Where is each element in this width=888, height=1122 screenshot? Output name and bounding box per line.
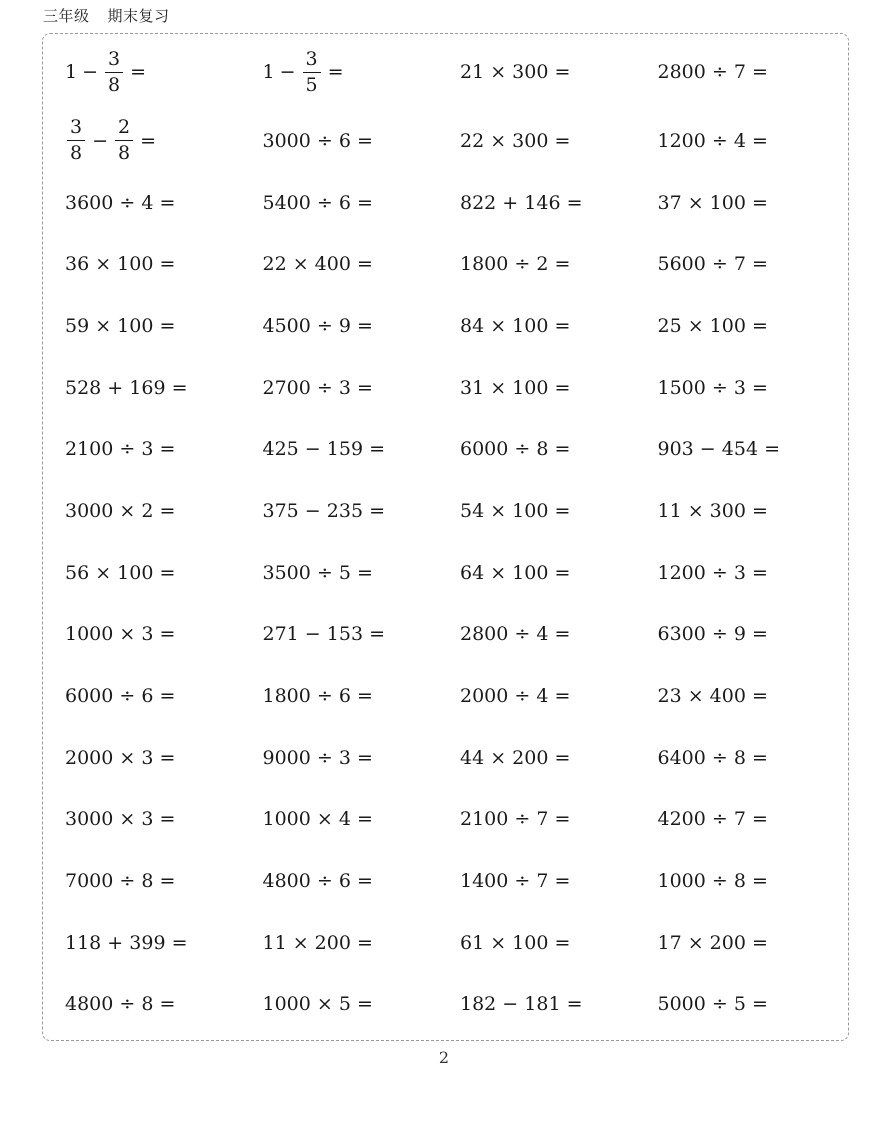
problem-text: 118 + 399 = (65, 931, 188, 954)
problem-text: 61 × 100 = (460, 931, 571, 954)
problem-row (65, 233, 855, 295)
problem-row (65, 912, 855, 974)
problem-text: 822 + 146 = (460, 191, 583, 214)
problem (65, 315, 263, 337)
problem-text: 6400 ÷ 8 = (657, 746, 768, 769)
problem-text: 56 × 100 = (65, 561, 176, 584)
problem-text: 59 × 100 = (65, 314, 176, 337)
problem-row (65, 789, 855, 851)
problem (658, 808, 856, 830)
problem-text: 5600 ÷ 7 = (657, 253, 768, 276)
problem-text: 36 × 100 = (65, 253, 176, 276)
problem (460, 993, 658, 1015)
problem-text: 528 + 169 = (65, 376, 188, 399)
problem (263, 500, 461, 522)
problem (460, 377, 658, 399)
problem-row (65, 850, 855, 912)
problem (658, 562, 856, 584)
problem (65, 253, 263, 275)
problem-text: 25 × 100 = (657, 314, 768, 337)
problem-text: 1200 ÷ 4 = (657, 129, 768, 152)
problem-row (65, 604, 855, 666)
problem (658, 932, 856, 954)
problem (65, 377, 263, 399)
problem-text: 54 × 100 = (460, 499, 571, 522)
problem-text: 4800 ÷ 8 = (65, 993, 176, 1016)
problem-text: 22 × 300 = (460, 129, 571, 152)
fraction-numerator: 3 (303, 50, 321, 73)
problem-text: 6300 ÷ 9 = (657, 623, 768, 646)
problem-text: 11 × 200 = (262, 931, 373, 954)
problem (460, 315, 658, 337)
problem-text: 23 × 400 = (657, 685, 768, 708)
fraction-numerator: 3 (67, 118, 85, 141)
problem-text: 9000 ÷ 3 = (262, 746, 373, 769)
problem (263, 377, 461, 399)
problem-text: 6000 ÷ 6 = (65, 685, 176, 708)
problem (263, 623, 461, 645)
problem (658, 685, 856, 707)
problem-text: 1400 ÷ 7 = (460, 870, 571, 893)
problem-text: 6000 ÷ 8 = (460, 438, 571, 461)
problem (658, 377, 856, 399)
problem (460, 253, 658, 275)
problem (263, 993, 461, 1015)
problem-text: 22 × 400 = (262, 253, 373, 276)
problem-text: 425 − 159 = (262, 438, 385, 461)
problem (263, 747, 461, 769)
fraction-numerator: 3 (105, 50, 123, 73)
problem (460, 438, 658, 460)
problem-text: 375 − 235 = (262, 499, 385, 522)
problem-text: 2700 ÷ 3 = (262, 376, 373, 399)
problem-row (65, 665, 855, 727)
header-title: 期末复习 (107, 7, 170, 25)
problem (263, 808, 461, 830)
problem (658, 623, 856, 645)
problem (658, 747, 856, 769)
problem-text: 37 × 100 = (657, 191, 768, 214)
problem-text: 11 × 300 = (657, 499, 768, 522)
problem-text: 1000 ÷ 8 = (657, 870, 768, 893)
problem (65, 685, 263, 707)
problem-text: 2100 ÷ 3 = (65, 438, 176, 461)
problem-row (65, 727, 855, 789)
equals-sign: = (130, 61, 147, 83)
problem (658, 130, 856, 152)
problem-text: 2100 ÷ 7 = (460, 808, 571, 831)
problem (460, 562, 658, 584)
problem-text: 4200 ÷ 7 = (657, 808, 768, 831)
problem (263, 130, 461, 152)
problem-text: 31 × 100 = (460, 376, 571, 399)
problem (460, 623, 658, 645)
fraction-denominator: 8 (108, 73, 121, 96)
problem (460, 61, 658, 83)
problem (263, 438, 461, 460)
problem-text: 44 × 200 = (460, 746, 571, 769)
problem (658, 870, 856, 892)
fraction (303, 47, 321, 96)
page-header (43, 5, 170, 26)
problem-text: 21 × 300 = (460, 61, 571, 83)
fraction (115, 118, 133, 163)
operator: − (82, 61, 99, 83)
problem (460, 870, 658, 892)
problem (658, 61, 856, 83)
problem-text: 182 − 181 = (460, 993, 583, 1016)
problem (262, 47, 461, 96)
problem-row (65, 34, 855, 110)
problem-text: 3000 × 2 = (65, 499, 176, 522)
problem (263, 562, 461, 584)
problem-row (65, 974, 855, 1036)
problem (65, 562, 263, 584)
problem (263, 253, 461, 275)
problem-row (65, 542, 855, 604)
problem-text: 2000 × 3 = (65, 746, 176, 769)
problem-text: 84 × 100 = (460, 314, 571, 337)
problem-text: 3500 ÷ 5 = (262, 561, 373, 584)
problem-text: 1500 ÷ 3 = (657, 376, 768, 399)
problem-text: 2000 ÷ 4 = (460, 685, 571, 708)
problem (65, 808, 263, 830)
problem-text: 7000 ÷ 8 = (65, 870, 176, 893)
fraction (105, 47, 123, 96)
equals-sign: = (140, 129, 157, 152)
problem (65, 47, 263, 96)
problem-row (65, 418, 855, 480)
problem-text: 4500 ÷ 9 = (262, 314, 373, 337)
problem-box (42, 33, 849, 1041)
problem-row (65, 110, 855, 172)
problem-text: 903 − 454 = (657, 438, 780, 461)
problem (65, 438, 263, 460)
problem-text: 5400 ÷ 6 = (262, 191, 373, 214)
problem-text: 3600 ÷ 4 = (65, 191, 176, 214)
problem (658, 993, 856, 1015)
fraction-numerator: 2 (115, 118, 133, 141)
problem (263, 870, 461, 892)
problem-row (65, 480, 855, 542)
problem (460, 932, 658, 954)
problem-text: 3000 × 3 = (65, 808, 176, 831)
problem-row (65, 172, 855, 234)
problem-text: 3000 ÷ 6 = (262, 129, 373, 152)
problem (460, 192, 658, 214)
fraction-denominator: 8 (70, 142, 83, 165)
problem-text: 2800 ÷ 4 = (460, 623, 571, 646)
problem-text: 5000 ÷ 5 = (657, 993, 768, 1016)
problem (460, 747, 658, 769)
operator: − (92, 129, 109, 152)
problem-row (65, 357, 855, 419)
fraction-denominator: 5 (305, 73, 318, 96)
problem (658, 438, 856, 460)
problem (460, 500, 658, 522)
problem (65, 993, 263, 1015)
problem-text: 271 − 153 = (262, 623, 385, 646)
problem (65, 623, 263, 645)
operator: − (279, 61, 296, 83)
problem (65, 192, 263, 214)
problem (263, 192, 461, 214)
problem (460, 808, 658, 830)
page-number: 2 (438, 1048, 450, 1067)
problem-text: 2800 ÷ 7 = (657, 61, 768, 83)
problem (65, 118, 263, 163)
problem (65, 500, 263, 522)
problem-text: 4800 ÷ 6 = (262, 870, 373, 893)
fraction (67, 118, 85, 163)
problem (460, 130, 658, 152)
fraction-denominator: 8 (118, 142, 131, 165)
problem-text: 17 × 200 = (657, 931, 768, 954)
problem (65, 870, 263, 892)
problem (658, 315, 856, 337)
problem (658, 192, 856, 214)
operand: 1 (65, 61, 78, 83)
problem-text: 1000 × 3 = (65, 623, 176, 646)
problem-text: 1000 × 5 = (262, 993, 373, 1016)
problem-text: 1800 ÷ 6 = (262, 685, 373, 708)
problem (263, 932, 461, 954)
problem (263, 685, 461, 707)
problem-text: 1000 × 4 = (262, 808, 373, 831)
problem (65, 932, 263, 954)
problem-text: 1800 ÷ 2 = (460, 253, 571, 276)
problem-row (65, 295, 855, 357)
problem-text: 64 × 100 = (460, 561, 571, 584)
problem (658, 253, 856, 275)
problem (263, 315, 461, 337)
operand: 1 (262, 61, 275, 83)
grade-label: 三年级 (43, 7, 90, 25)
problem (460, 685, 658, 707)
problem (65, 747, 263, 769)
equals-sign: = (327, 61, 344, 83)
problem-text: 1200 ÷ 3 = (657, 561, 768, 584)
problem-grid (65, 34, 855, 1035)
problem (658, 500, 856, 522)
